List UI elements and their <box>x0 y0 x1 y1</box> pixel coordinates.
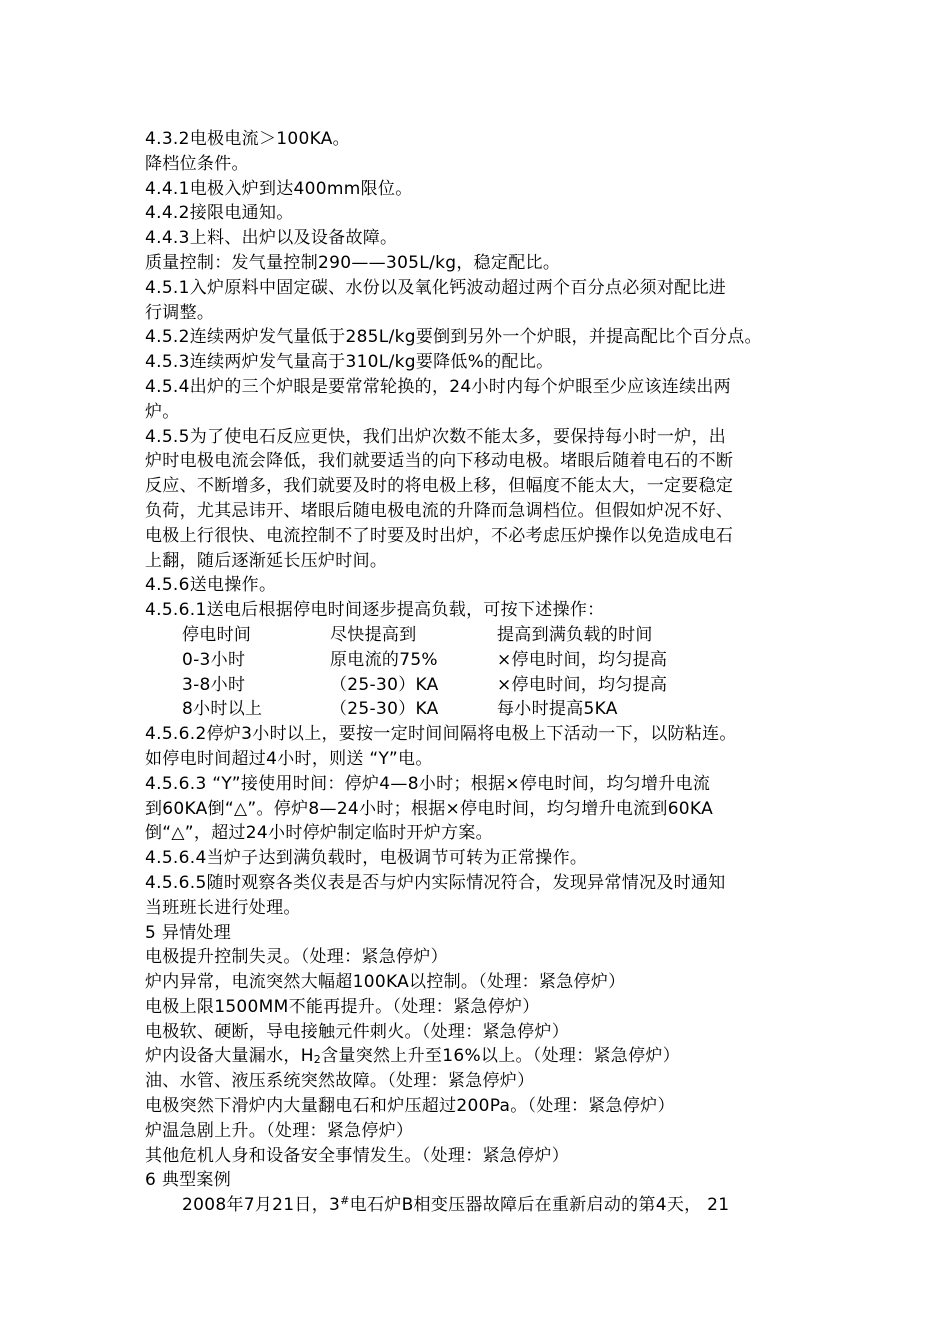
text-line: 4.4.1电极入炉到达400mm限位。 <box>145 178 413 199</box>
table-row <box>145 673 835 698</box>
table-header <box>145 623 835 648</box>
section-4-text <box>145 127 835 623</box>
table-cell: 原电流的75% <box>330 649 438 670</box>
text-line: 4.5.3连续两炉发气量高于310L/kg要降低%的配比。 <box>145 352 554 373</box>
text-line: 4.4.3上料、出炉以及设备故障。 <box>145 228 398 249</box>
text-line: 其他危机人身和设备安全事情发生。（处理：紧急停炉） <box>145 1145 569 1166</box>
text-line: 当班班长进行处理。 <box>145 897 301 918</box>
table-header-cell: 停电时间 <box>182 624 252 645</box>
text-line: 炉内异常，电流突然大幅超100KA以控制。（处理：紧急停炉） <box>145 972 626 993</box>
text-line: 炉。 <box>145 401 180 422</box>
text-line: 4.5.6.5随时观察各类仪表是否与炉内实际情况符合，发现异常情况及时通知 <box>145 872 726 893</box>
table-cell: ×停电时间，均匀提高 <box>497 649 668 670</box>
text-line: 4.5.6送电操作。 <box>145 575 277 596</box>
table-row <box>145 648 835 673</box>
text-line: 行调整。 <box>145 302 215 323</box>
text-line-case: 2008年7月21日，3#电石炉B相变压器故障后在重新启动的第4天， 21 <box>182 1194 730 1216</box>
text-line: 上翻，随后逐渐延长压炉时间。 <box>145 550 388 571</box>
text-line: 油、水管、液压系统突然故障。（处理：紧急停炉） <box>145 1071 535 1092</box>
text-line: 电极上限1500MM不能再提升。（处理：紧急停炉） <box>145 996 540 1017</box>
table-cell: （25-30）KA <box>330 699 439 720</box>
restart-load-table <box>145 623 835 722</box>
text-line: 4.4.2接限电通知。 <box>145 203 294 224</box>
table-header-cell: 提高到满负载的时间 <box>497 624 653 645</box>
text-line: 4.5.6.3 “Y”接使用时间：停炉4—8小时；根据×停电时间，均匀增升电流 <box>145 773 711 794</box>
table-cell: ×停电时间，均匀提高 <box>497 674 668 695</box>
section-4-5-6-text <box>145 722 835 1044</box>
table-row <box>145 697 835 722</box>
text-line: 4.5.6.1送电后根据停电时间逐步提高负载，可按下述操作： <box>145 600 605 621</box>
text-line: 6 典型案例 <box>145 1170 232 1191</box>
text-line-h2: 炉内设备大量漏水，$H_2$含量突然上升至16%以上。（处理：紧急停炉） <box>145 1046 680 1067</box>
text-line: 电极突然下滑炉内大量翻电石和炉压超过200Pa。（处理：紧急停炉） <box>145 1096 675 1117</box>
table-cell: 3-8小时 <box>182 674 246 695</box>
text-line: 到60KA倒“△”。停炉8—24小时；根据×停电时间，均匀增升电流到60KA <box>145 798 713 819</box>
text-line: 降档位条件。 <box>145 153 249 174</box>
text-line: 电极提升控制失灵。（处理：紧急停炉） <box>145 947 448 968</box>
text-line: 5 异情处理 <box>145 922 232 943</box>
text-line: 4.5.4出炉的三个炉眼是要常常轮换的，24小时内每个炉眼至少应该连续出两 <box>145 376 731 397</box>
text-line: 4.5.1入炉原料中固定碳、水份以及氧化钙波动超过两个百分点必须对配比进 <box>145 277 727 298</box>
text-line: 如停电时间超过4小时，则送 “Y”电。 <box>145 748 433 769</box>
text-line: 倒“△”，超过24小时停炉制定临时开炉方案。 <box>145 823 493 844</box>
text-line: 4.5.6.2停炉3小时以上，要按一定时间间隔将电极上下活动一下，以防粘连。 <box>145 724 737 745</box>
text-line: 炉时电极电流会降低，我们就要适当的向下移动电极。堵眼后随着电石的不断 <box>145 451 734 472</box>
text-line: 4.5.5为了使电石反应更快，我们出炉次数不能太多，要保持每小时一炉，出 <box>145 426 727 447</box>
section-5-6-text <box>145 1069 835 1193</box>
text-line: 负荷，尤其忌讳开、堵眼后随电极电流的升降而急调档位。但假如炉况不好、 <box>145 500 734 521</box>
table-cell: 0-3小时 <box>182 649 246 670</box>
text-line: 电极软、硬断，导电接触元件刺火。（处理：紧急停炉） <box>145 1021 569 1042</box>
text-line: 反应、不断增多，我们就要及时的将电极上移，但幅度不能太大，一定要稳定 <box>145 476 734 497</box>
table-header-cell: 尽快提高到 <box>330 624 417 645</box>
document-body <box>145 127 835 1218</box>
text-line: 4.3.2电极电流＞100KA。 <box>145 129 350 149</box>
text-line: 电极上行很快、电流控制不了时要及时出炉，不必考虑压炉操作以免造成电石 <box>145 525 734 546</box>
table-cell: （25-30）KA <box>330 674 439 695</box>
table-cell: 8小时以上 <box>182 699 263 720</box>
text-line: 质量控制：发气量控制290——305L/kg，稳定配比。 <box>145 252 561 273</box>
text-line: 炉温急剧上升。（处理：紧急停炉） <box>145 1120 414 1141</box>
text-line: 4.5.6.4当炉子达到满负载时，电极调节可转为正常操作。 <box>145 848 588 869</box>
table-cell: 每小时提高5KA <box>497 699 618 720</box>
text-line: 4.5.2连续两炉发气量低于285L/kg要倒到另外一个炉眼，并提高配比个百分点。 <box>145 327 762 348</box>
